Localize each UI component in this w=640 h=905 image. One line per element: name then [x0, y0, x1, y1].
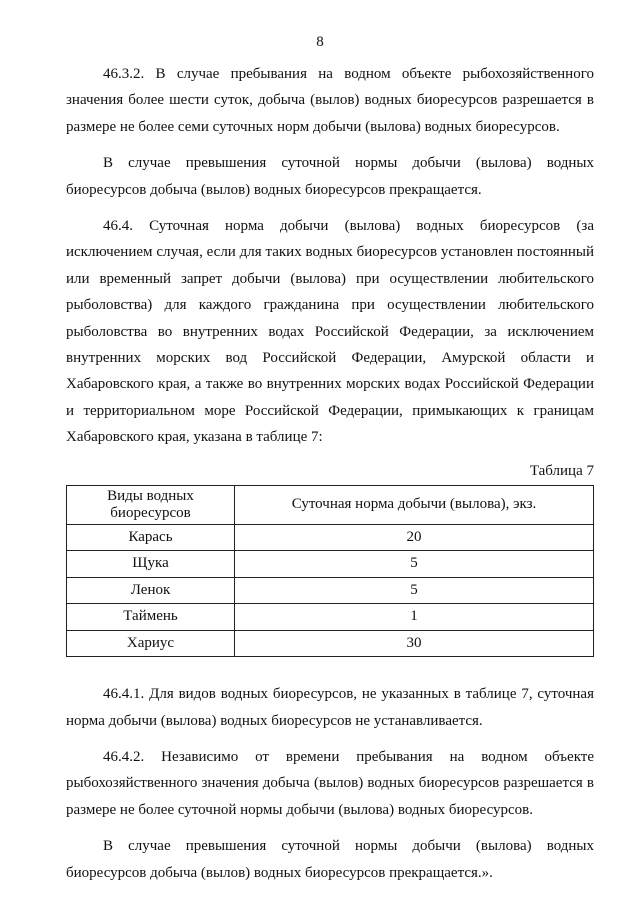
paragraph-exceed-note-2: В случае превышения суточной нормы добычи (вылова) водных биоресурсов добыча (вылов) водных биоресурсов прекращается.».: [66, 838, 594, 881]
header-daily-norm: Суточная норма добычи (вылова), экз.: [235, 485, 594, 524]
species-cell: Карась: [67, 524, 235, 551]
catch-norm-table: [66, 485, 594, 658]
paragraph-46-4: 46.4. Суточная норма добычи (вылова) водных биоресурсов (за исключением случая, если для таких водных биоресурсов установлен постоянный или временный запрет добычи (вылова) при осуществлении любительского рыболовства) для каждого гражданина при осуществлении любительского рыболовства во внутренних водах Российской Федерации, за исключением внутренних морских вод Российской Федерации, Амурской области и Хабаровского края, а также во внутренних морских водах Российской Федерации и территориальном море Российской Федерации, примыкающих к границам Хабаровского края, указана в таблице 7:: [66, 218, 594, 446]
norm-cell: 5: [235, 551, 594, 578]
species-cell: Таймень: [67, 604, 235, 631]
header-species: Виды водных биоресурсов: [67, 485, 235, 524]
species-cell: Хариус: [67, 630, 235, 657]
table-row: [67, 604, 594, 631]
table-row: [67, 630, 594, 657]
paragraph-46-4-1: 46.4.1. Для видов водных биоресурсов, не указанных в таблице 7, суточная норма добычи (вылова) водных биоресурсов не устанавливается.: [66, 686, 594, 729]
norm-cell: 30: [235, 630, 594, 657]
norm-cell: 20: [235, 524, 594, 551]
table-header-row: [67, 485, 594, 524]
species-cell: Ленок: [67, 577, 235, 604]
paragraph-46-3-2: 46.3.2. В случае пребывания на водном объекте рыбохозяйственного значения более шести суток, добыча (вылов) водных биоресурсов разрешается в размере не более семи суточных норм добычи (вылова) водных биоресурсов.: [66, 66, 594, 135]
paragraph-46-4-2: 46.4.2. Независимо от времени пребывания на водном объекте рыбохозяйственного значения добыча (вылов) водных биоресурсов разрешается в размере не более суточной нормы добычи (вылова) водных биоресурсов.: [66, 749, 594, 818]
table-row: [67, 577, 594, 604]
table-row: [67, 524, 594, 551]
page-number: 8: [316, 34, 324, 50]
species-cell: Щука: [67, 551, 235, 578]
table-row: [67, 551, 594, 578]
norm-cell: 1: [235, 604, 594, 631]
norm-cell: 5: [235, 577, 594, 604]
paragraph-exceed-note-1: В случае превышения суточной нормы добычи (вылова) водных биоресурсов добыча (вылов) водных биоресурсов прекращается.: [66, 155, 594, 198]
table-caption: Таблица 7: [529, 462, 594, 479]
document-body: [66, 61, 594, 886]
